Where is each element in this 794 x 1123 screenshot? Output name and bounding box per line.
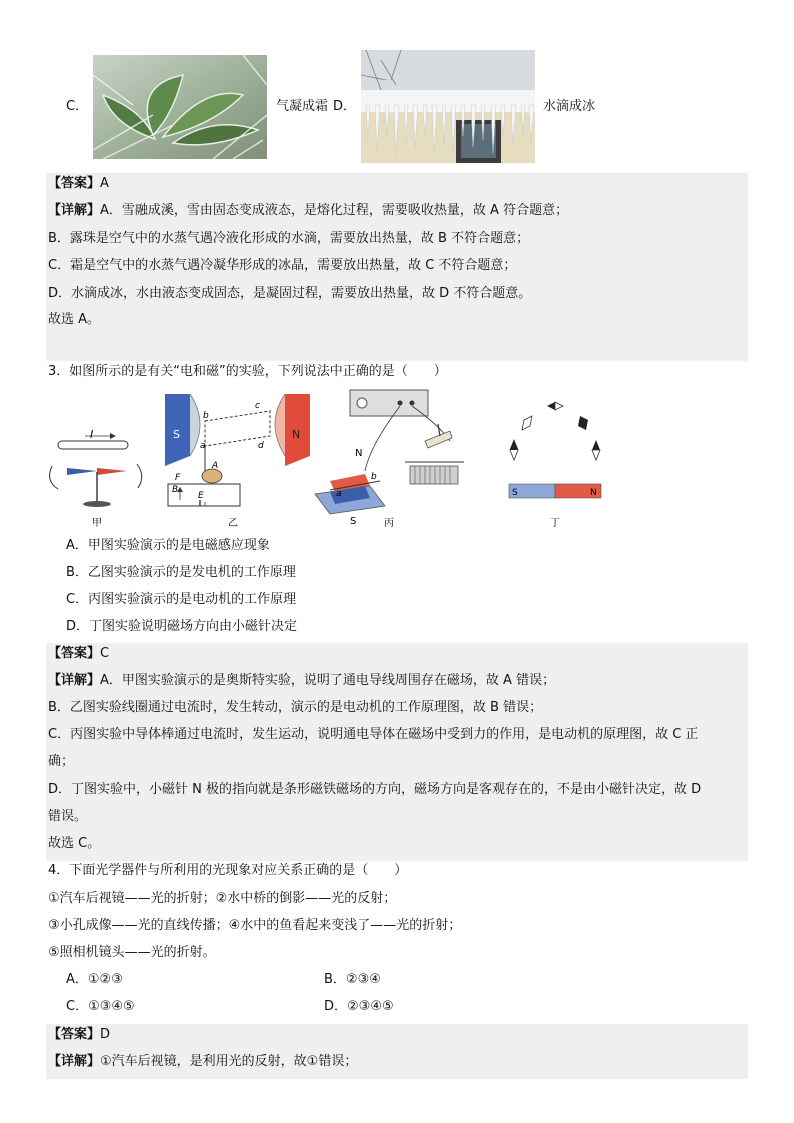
detail-line-q3-2: B．乙图实验线圈通过电流时，发生转动，演示的是电动机的工作原理图，故 B 错误； <box>48 700 543 715</box>
frost-photo <box>93 55 267 159</box>
figure-ding <box>509 402 601 529</box>
option-c-caption: 气凝成霜 <box>276 99 329 114</box>
electromagnetism-figure <box>40 386 620 530</box>
detail-line-q3-7: 故选 C。 <box>48 836 101 851</box>
option-d-caption: 水滴成冰 <box>543 99 596 114</box>
figure-bing <box>315 390 464 529</box>
svg-text:b: b <box>371 472 377 482</box>
detail-line-q3-6: 错误。 <box>48 809 88 824</box>
svg-text:S: S <box>350 516 357 527</box>
detail-line-q3-3: C．丙图实验中导体棒通过电流时，发生运动，说明通电导体在磁场中受到力的作用，是电动机的原理图，故 C 正 <box>48 727 699 742</box>
svg-text:E: E <box>198 491 204 501</box>
label-ding: 丁 <box>550 518 560 529</box>
q4-option-d: D．②③④⑤ <box>324 999 394 1014</box>
svg-text:B: B <box>172 485 179 495</box>
option-d-label: D． <box>333 99 357 114</box>
detail-line-q3-4: 确； <box>48 754 75 769</box>
svg-text:N: N <box>355 448 363 459</box>
detail-line-q2-1: 【详解】A．雪融成溪，雪由固态变成液态，是熔化过程，需要吸收热量，故 A 符合题意； <box>48 203 569 218</box>
svg-text:b: b <box>203 411 209 421</box>
question-3-stem: 3．如图所示的是有关“电和磁”的实验，下列说法中正确的是（ ） <box>48 364 447 379</box>
svg-text:c: c <box>255 401 260 411</box>
q3-option-b: B．乙图实验演示的是发电机的工作原理 <box>66 565 296 580</box>
detail-line-q4-1: 【详解】①汽车后视镜，是利用光的反射，故①错误； <box>48 1054 358 1069</box>
figure-jia <box>50 428 142 529</box>
option-c-label: C． <box>66 99 89 114</box>
svg-text:a: a <box>200 441 206 451</box>
answer-line-q2: 【答案】A <box>48 176 109 191</box>
svg-text:F: F <box>175 473 181 483</box>
svg-text:a: a <box>336 489 342 499</box>
q4-option-b: B．②③④ <box>324 972 381 987</box>
svg-text:d: d <box>258 441 264 451</box>
answer-line-q4: 【答案】D <box>48 1027 111 1042</box>
icicle-photo <box>361 50 535 163</box>
q4-item-line-2: ③小孔成像——光的直线传播；④水中的鱼看起来变浅了——光的折射； <box>48 918 462 933</box>
q4-option-c: C．①③④⑤ <box>66 999 135 1014</box>
current-label: I <box>90 428 94 441</box>
q4-item-line-1: ①汽车后视镜——光的折射；②水中桥的倒影——光的反射； <box>48 891 397 906</box>
svg-text:N: N <box>590 488 597 498</box>
label-jia: 甲 <box>92 518 102 529</box>
svg-text:A: A <box>212 461 219 471</box>
label-yi: 乙 <box>228 518 238 529</box>
svg-text:S: S <box>512 488 518 498</box>
svg-text:N: N <box>292 428 301 441</box>
svg-text:S: S <box>173 428 180 441</box>
detail-line-q2-2: B．露珠是空气中的水蒸气遇冷液化形成的水滴，需要放出热量，故 B 不符合题意； <box>48 231 530 246</box>
detail-line-q3-1: 【详解】A．甲图实验演示的是奥斯特实验，说明了通电导线周围存在磁场，故 A 错误； <box>48 673 556 688</box>
detail-line-q3-5: D．丁图实验中，小磁针 N 极的指向就是条形磁铁磁场的方向，磁场方向是客观存在的，不是由小磁针决定，故 D <box>48 782 702 797</box>
q3-option-d: D．丁图实验说明磁场方向由小磁针决定 <box>66 619 298 634</box>
detail-line-q2-5: 故选 A。 <box>48 312 101 327</box>
question-4-stem: 4．下面光学器件与所利用的光现象对应关系正确的是（ ） <box>48 863 408 878</box>
detail-line-q2-3: C．霜是空气中的水蒸气遇冷凝华形成的冰晶，需要放出热量，故 C 不符合题意； <box>48 258 517 273</box>
q3-option-a: A．甲图实验演示的是电磁感应现象 <box>66 538 270 553</box>
detail-line-q2-4: D．水滴成冰，水由液态变成固态，是凝固过程，需要放出热量，故 D 不符合题意。 <box>48 286 532 301</box>
figure-yi <box>165 394 310 529</box>
q4-item-line-3: ⑤照相机镜头——光的折射。 <box>48 945 216 960</box>
label-bing: 丙 <box>384 518 394 529</box>
answer-line-q3: 【答案】C <box>48 646 110 661</box>
q4-option-a: A．①②③ <box>66 972 123 987</box>
q3-option-c: C．丙图实验演示的是电动机的工作原理 <box>66 592 297 607</box>
